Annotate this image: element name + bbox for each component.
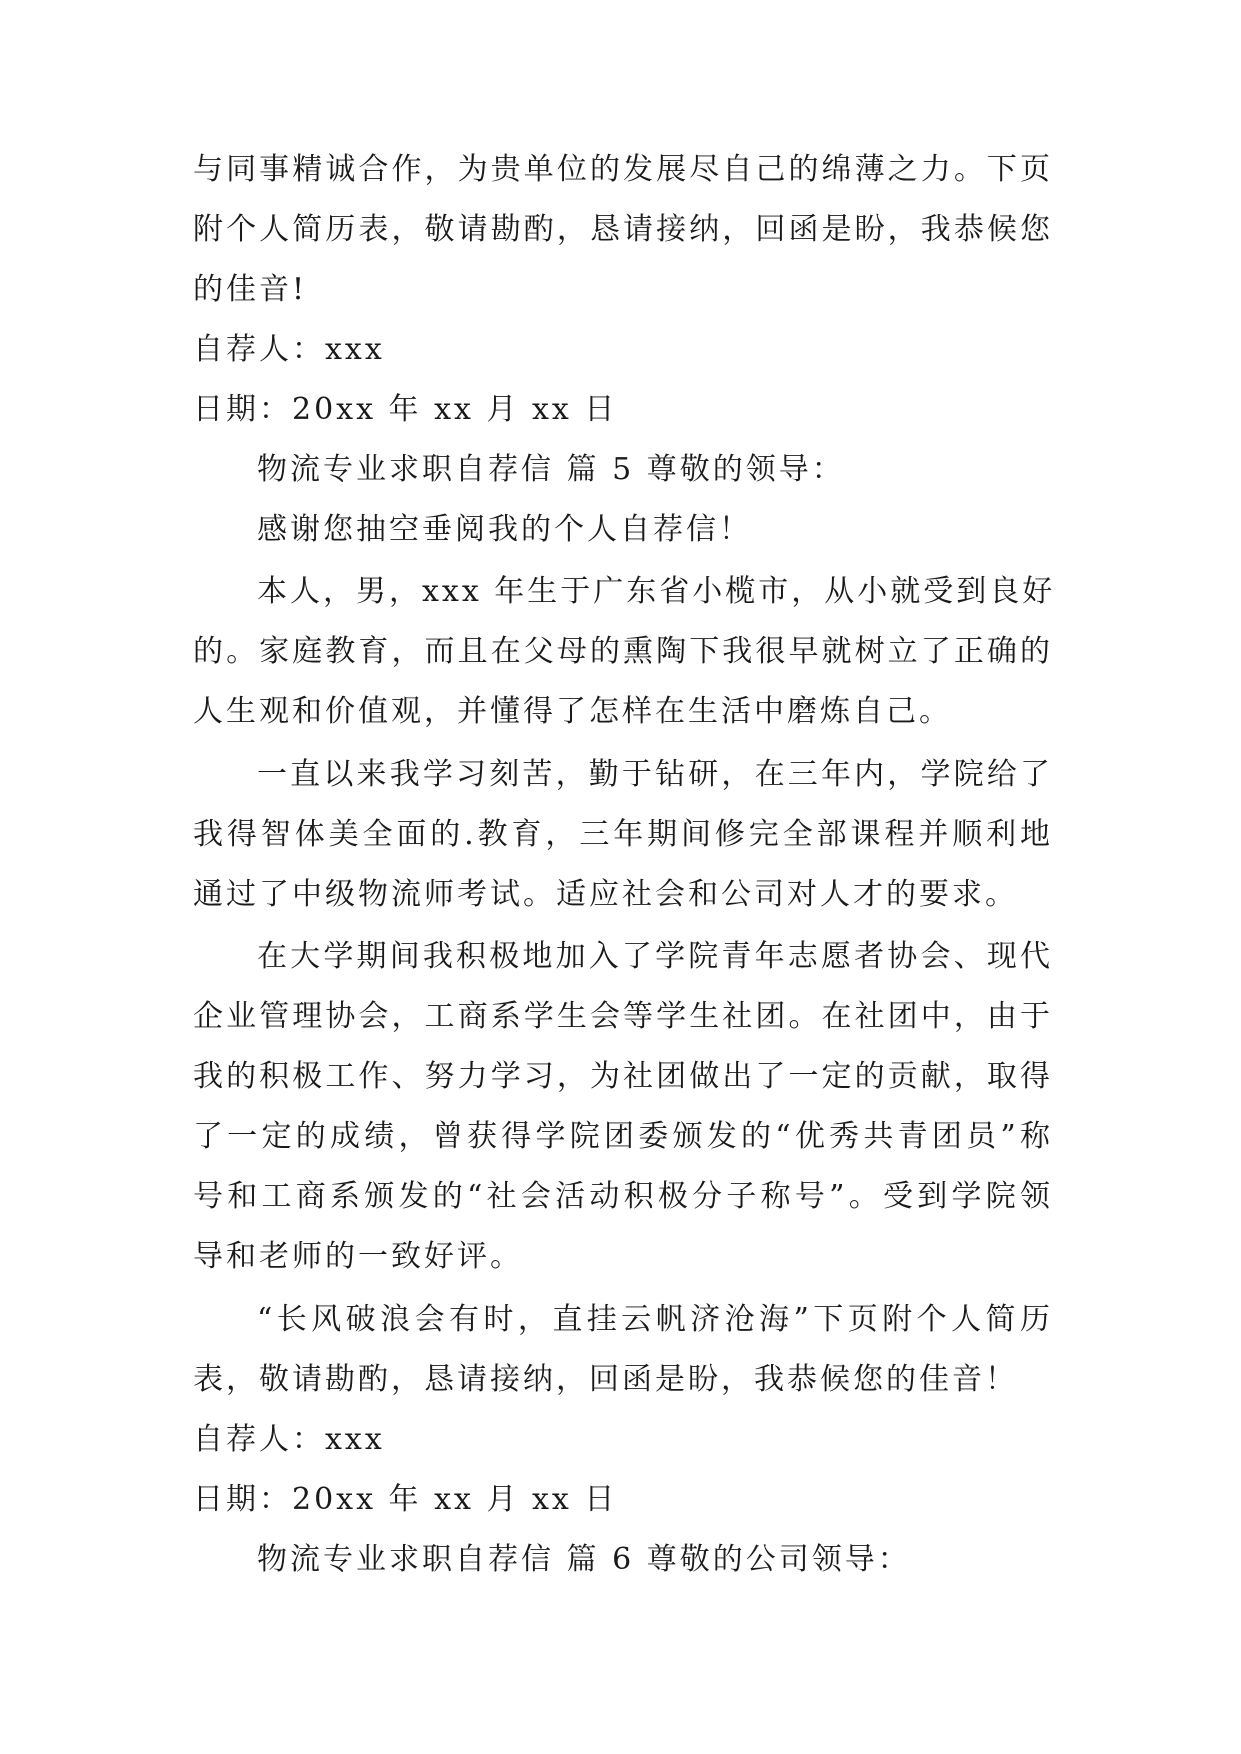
body-text-line: 表，敬请勘酌，恳请接纳，回函是盼，我恭候您的佳音！ [193,1362,1018,1397]
body-text-line: 的佳音! [193,272,308,307]
section-heading: 物流专业求职自荐信 篇 5 尊敬的领导： [257,452,845,487]
section-heading: 物流专业求职自荐信 篇 6 尊敬的公司领导： [257,1542,911,1577]
body-text-line: 企业管理协会，工商系学生会等学生社团。在社团中，由于 [193,999,1053,1034]
body-text-line: 一直以来我学习刻苦，勤于钻研，在三年内，学院给了 [257,757,1053,792]
body-text-line: 人生观和价值观，并懂得了怎样在生活中磨炼自己。 [193,694,952,729]
body-text-line: 了一定的成绩，曾获得学院团委颁发的“优秀共青团员”称 [193,1119,1053,1154]
signature-line: 自荐人：xxx [193,332,385,367]
signature-line: 自荐人：xxx [193,1422,385,1457]
body-text-line: 通过了中级物流师考试。适应社会和公司对人才的要求。 [193,877,1018,912]
body-text-line: 附个人简历表，敬请勘酌，恳请接纳，回函是盼，我恭候您 [193,212,1053,247]
date-line: 日期：20xx 年 xx 月 xx 日 [193,1482,618,1517]
body-text-line: 我的积极工作、努力学习，为社团做出了一定的贡献，取得 [193,1059,1053,1094]
body-text-line: 感谢您抽空垂阅我的个人自荐信！ [257,512,752,547]
date-line: 日期：20xx 年 xx 月 xx 日 [193,392,618,427]
body-text-line: “长风破浪会有时，直挂云帆济沧海”下页附个人简历 [257,1302,1053,1337]
body-text-line: 本人，男，xxx 年生于广东省小榄市，从小就受到良好 [257,574,1056,609]
body-text-line: 我得智体美全面的.教育，三年期间修完全部课程并顺利地 [193,817,1053,852]
body-text-line: 在大学期间我积极地加入了学院青年志愿者协会、现代 [257,939,1053,974]
body-text-line: 的。家庭教育，而且在父母的熏陶下我很早就树立了正确的 [193,634,1053,669]
body-text-line: 与同事精诚合作，为贵单位的发展尽自己的绵薄之力。下页 [193,152,1053,187]
body-text-line: 导和老师的一致好评。 [193,1239,523,1274]
body-text-line: 号和工商系颁发的“社会活动积极分子称号”。受到学院领 [193,1179,1053,1214]
